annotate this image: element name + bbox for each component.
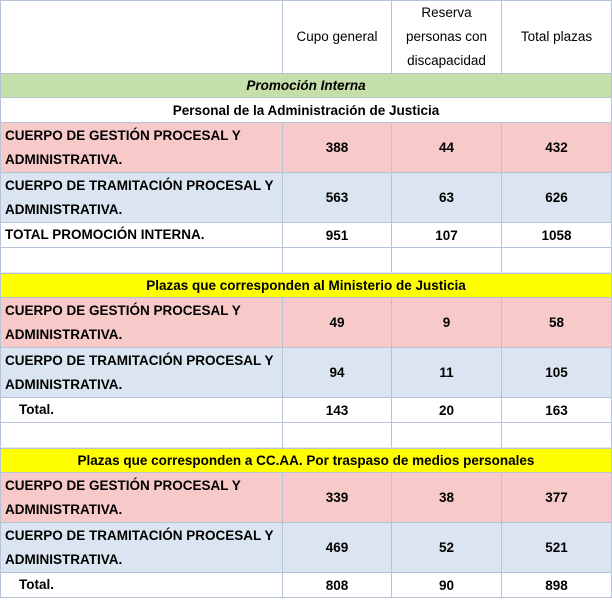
- spacer-cell: [392, 423, 502, 448]
- cell-cupo: 469: [283, 523, 392, 573]
- header-reserva-line2: personas con: [405, 29, 488, 44]
- total-cupo: 951: [283, 223, 392, 248]
- row-label-line2: ADMINISTRATIVA.: [5, 151, 123, 167]
- table-row: [0, 348, 612, 398]
- section-ccaa-title: Plazas que corresponden a CC.AA. Por traspaso de medios personales: [0, 448, 612, 473]
- row-label-line1: CUERPO DE GESTIÓN PROCESAL Y: [5, 477, 241, 493]
- cell-cupo: 94: [283, 348, 392, 398]
- section-personal-row: [0, 98, 612, 123]
- spacer-cell: [283, 248, 392, 273]
- cell-cupo: 339: [283, 473, 392, 523]
- total-label: Total.: [0, 398, 283, 423]
- cell-reserva: 44: [392, 123, 502, 173]
- total-label: Total.: [0, 573, 283, 598]
- spacer-cell: [283, 423, 392, 448]
- table-header-row: [0, 0, 612, 74]
- spacer-row: [0, 423, 612, 448]
- row-label-line2: ADMINISTRATIVA.: [5, 501, 123, 517]
- table-row: [0, 298, 612, 348]
- table-row: [0, 473, 612, 523]
- total-reserva: 20: [392, 398, 502, 423]
- row-label-line1: CUERPO DE TRAMITACIÓN PROCESAL Y: [5, 352, 274, 368]
- section-ministerio-row: [0, 273, 612, 298]
- cell-total: 58: [502, 298, 612, 348]
- spacer-cell: [0, 248, 283, 273]
- total-total: 898: [502, 573, 612, 598]
- row-label: [0, 523, 283, 573]
- header-total-plazas: [502, 0, 612, 74]
- row-label-line2: ADMINISTRATIVA.: [5, 376, 123, 392]
- row-label: [0, 123, 283, 173]
- header-cupo-text: Cupo general: [296, 29, 378, 44]
- section-promocion-row: [0, 74, 612, 98]
- row-label: [0, 173, 283, 223]
- total-label: TOTAL PROMOCIÓN INTERNA.: [0, 223, 283, 248]
- section-ministerio-title: Plazas que corresponden al Ministerio de Justicia: [0, 273, 612, 298]
- cell-reserva: 9: [392, 298, 502, 348]
- cell-total: 626: [502, 173, 612, 223]
- cell-total: 377: [502, 473, 612, 523]
- table-row: [0, 523, 612, 573]
- table-row: [0, 123, 612, 173]
- row-label-line2: ADMINISTRATIVA.: [5, 326, 123, 342]
- total-reserva: 90: [392, 573, 502, 598]
- spacer-cell: [392, 248, 502, 273]
- total-total: 1058: [502, 223, 612, 248]
- total-total: 163: [502, 398, 612, 423]
- row-label-line2: ADMINISTRATIVA.: [5, 201, 123, 217]
- spacer-cell: [502, 248, 612, 273]
- row-label: [0, 473, 283, 523]
- total-reserva: 107: [392, 223, 502, 248]
- spacer-cell: [0, 423, 283, 448]
- section-personal-title: Personal de la Administración de Justicia: [0, 98, 612, 123]
- total-row: [0, 573, 612, 598]
- total-row: [0, 223, 612, 248]
- header-reserva-line1: Reserva: [421, 5, 472, 20]
- cell-reserva: 11: [392, 348, 502, 398]
- spacer-row: [0, 248, 612, 273]
- spacer-cell: [502, 423, 612, 448]
- cell-reserva: 63: [392, 173, 502, 223]
- cell-reserva: 38: [392, 473, 502, 523]
- header-cupo-general: [283, 0, 392, 74]
- cell-total: 105: [502, 348, 612, 398]
- row-label-line1: CUERPO DE TRAMITACIÓN PROCESAL Y: [5, 177, 274, 193]
- row-label-line1: CUERPO DE GESTIÓN PROCESAL Y: [5, 302, 241, 318]
- total-row: [0, 398, 612, 423]
- total-cupo: 808: [283, 573, 392, 598]
- row-label-line1: CUERPO DE GESTIÓN PROCESAL Y: [5, 127, 241, 143]
- header-empty-cell: [0, 0, 283, 74]
- section-ccaa-row: [0, 448, 612, 473]
- cell-cupo: 49: [283, 298, 392, 348]
- total-cupo: 143: [283, 398, 392, 423]
- cell-cupo: 563: [283, 173, 392, 223]
- row-label: [0, 298, 283, 348]
- row-label: [0, 348, 283, 398]
- header-reserva-line3: discapacidad: [407, 53, 486, 68]
- header-reserva: [392, 0, 502, 74]
- header-total-text: Total plazas: [520, 29, 593, 44]
- section-promocion-title: Promoción Interna: [0, 74, 612, 98]
- table-row: [0, 173, 612, 223]
- row-label-line1: CUERPO DE TRAMITACIÓN PROCESAL Y: [5, 527, 274, 543]
- cell-total: 521: [502, 523, 612, 573]
- cell-reserva: 52: [392, 523, 502, 573]
- cell-total: 432: [502, 123, 612, 173]
- row-label-line2: ADMINISTRATIVA.: [5, 551, 123, 567]
- cell-cupo: 388: [283, 123, 392, 173]
